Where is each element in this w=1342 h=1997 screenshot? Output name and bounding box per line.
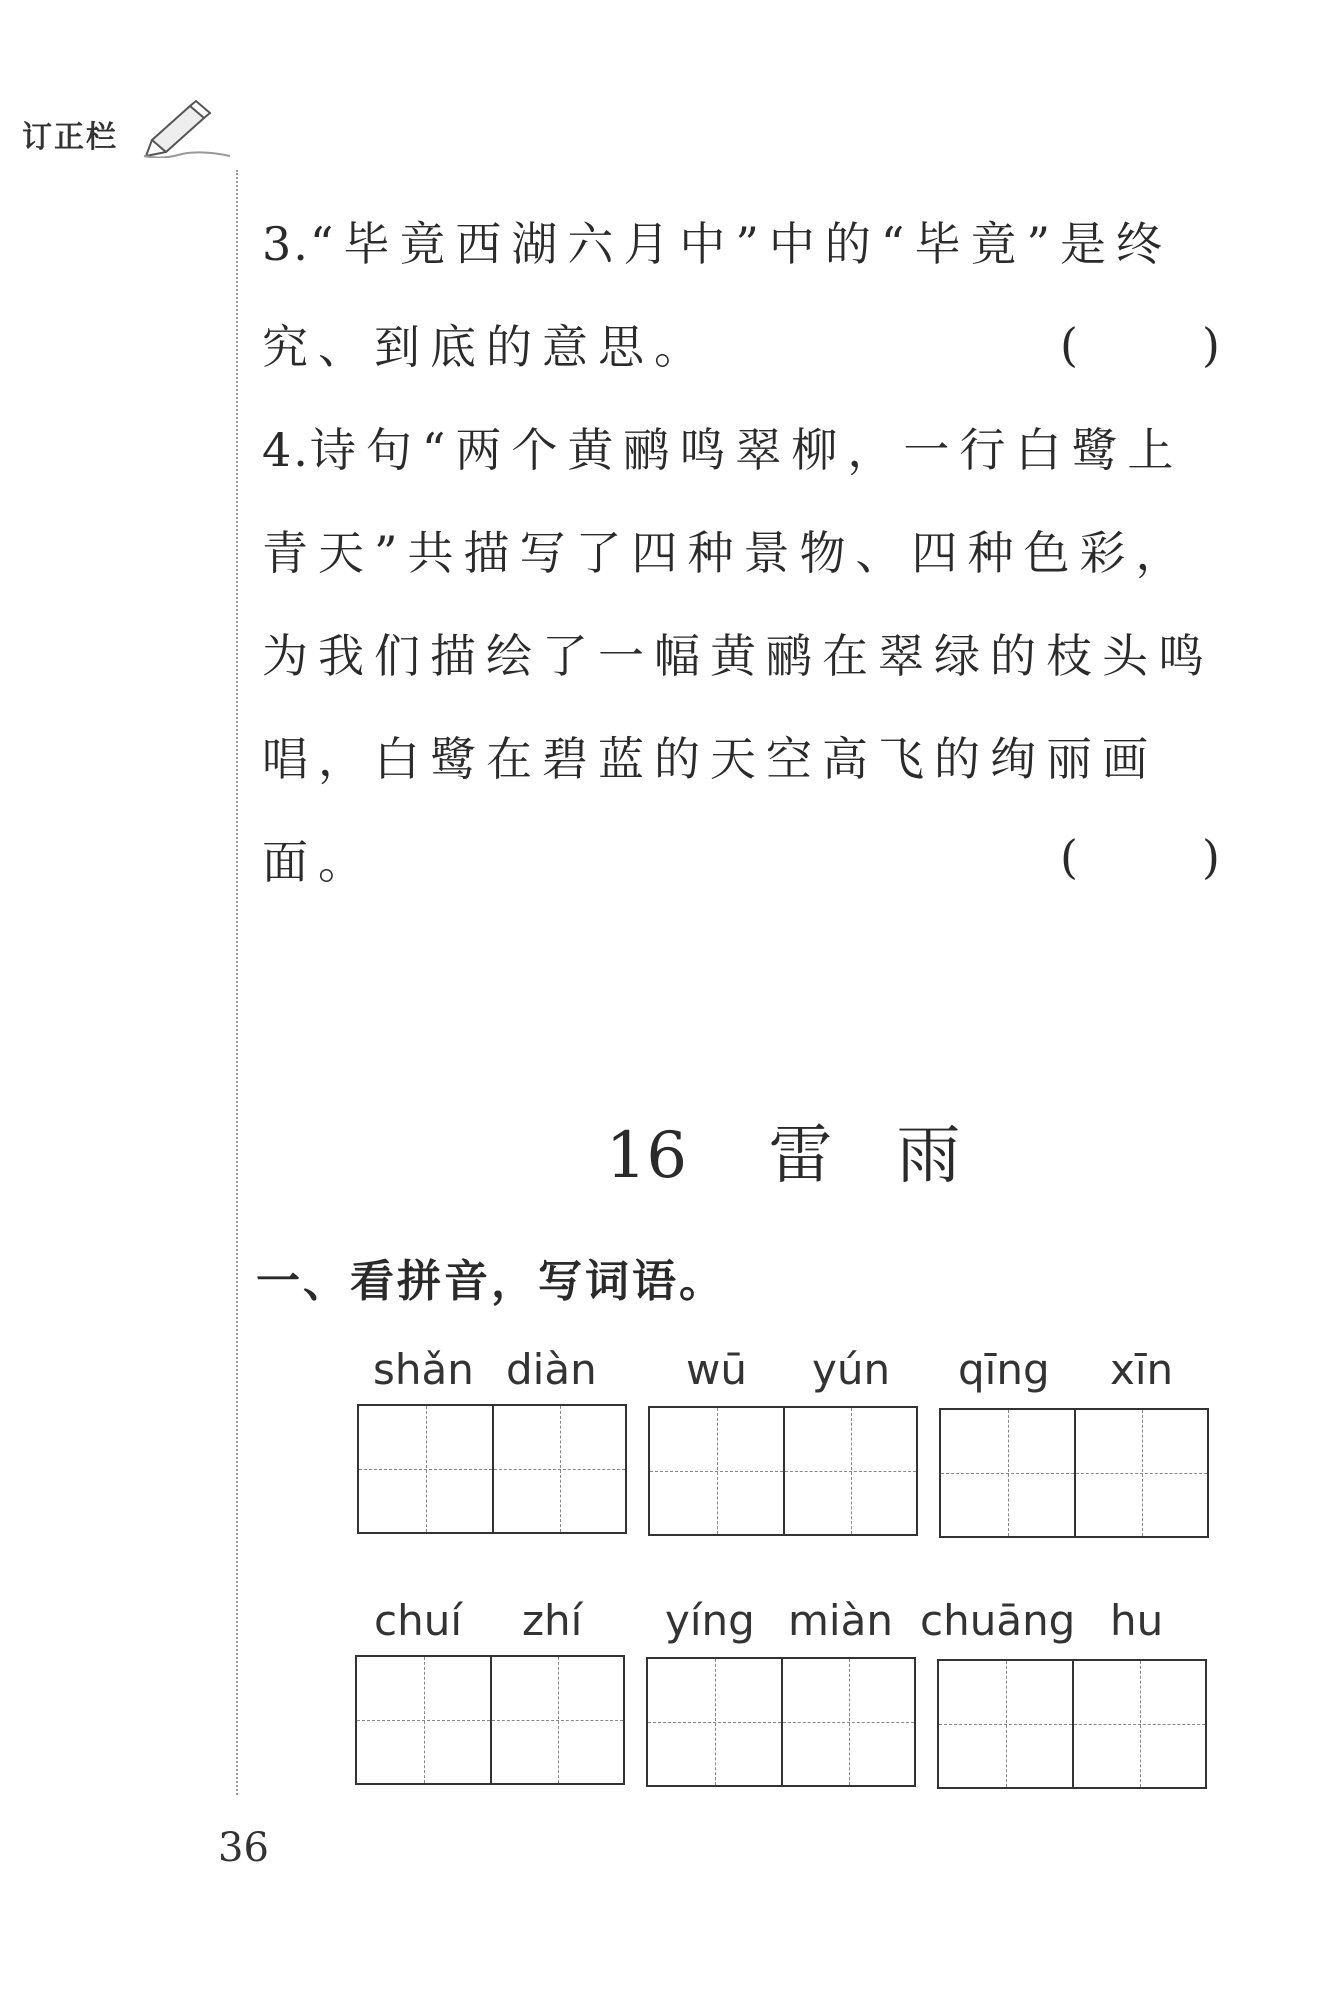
correction-column-label: 订正栏 [22,120,118,155]
pinyin-syllable: zhí [522,1596,583,1645]
pinyin-syllable: wū [686,1345,747,1394]
pinyin-syllable: xīn [1110,1345,1174,1394]
lesson-title [565,1030,961,1196]
writing-cell[interactable] [941,1410,1074,1536]
question-3-number: 3. [262,217,310,271]
question-4-text: 诗句“两个黄鹂鸣翠柳，一行白鹭上青天”共描写了四种景物、四种色彩，为我们描绘了一幅黄鹂在翠绿的枝头鸣唱，白鹭在碧蓝的天空高飞的绚丽画面。 [262,423,1214,889]
lesson-number: 16 [605,1119,688,1193]
question-4-answer-blank[interactable] [1060,830,1220,884]
writing-cell[interactable] [939,1661,1072,1787]
paren-close: ) [1202,830,1220,884]
writing-grid-chuanghu[interactable] [937,1659,1207,1789]
pinyin-syllable: yún [812,1345,891,1394]
paren-open: ( [1060,830,1078,884]
writing-grid-qingxin[interactable] [939,1408,1209,1538]
writing-cell[interactable] [648,1659,781,1785]
pinyin-row-1 [0,1345,1342,1405]
writing-grid-yingmian[interactable] [646,1657,916,1787]
pinyin-syllable: chuāng [920,1596,1076,1645]
pinyin-syllable: qīng [958,1345,1050,1394]
section-heading: 一、看拼音，写词语。 [256,1256,726,1307]
pinyin-row-2 [0,1596,1342,1656]
pinyin-syllable: hu [1110,1596,1164,1645]
writing-cell[interactable] [1072,1661,1205,1787]
question-3-answer-blank[interactable] [1060,318,1220,372]
question-3-text: “毕竟西湖六月中”中的“毕竟”是终究、到底的意思。 [262,217,1172,374]
writing-grid-wuyun[interactable] [648,1406,918,1536]
margin-dotted-divider [236,170,238,1795]
writing-cell[interactable] [781,1659,914,1785]
lesson-name: 雷 雨 [768,1119,961,1193]
paren-open: ( [1060,318,1078,372]
page-number: 36 [218,1825,269,1871]
paren-close: ) [1202,318,1220,372]
pinyin-syllable: diàn [506,1345,597,1394]
writing-cell[interactable] [650,1408,783,1534]
pinyin-syllable: shǎn [373,1345,474,1394]
writing-cell[interactable] [492,1406,625,1532]
writing-cell[interactable] [783,1408,916,1534]
writing-grid-chuizhi[interactable] [355,1655,625,1785]
question-4-number: 4. [262,423,310,477]
pinyin-syllable: chuí [374,1596,462,1645]
writing-cell[interactable] [490,1657,623,1783]
pencil-icon [142,98,232,158]
writing-cell[interactable] [357,1657,490,1783]
pinyin-syllable: yíng [665,1596,755,1645]
pinyin-syllable: miàn [788,1596,893,1645]
writing-cell[interactable] [359,1406,492,1532]
writing-cell[interactable] [1074,1410,1207,1536]
writing-grid-shandian[interactable] [357,1404,627,1534]
